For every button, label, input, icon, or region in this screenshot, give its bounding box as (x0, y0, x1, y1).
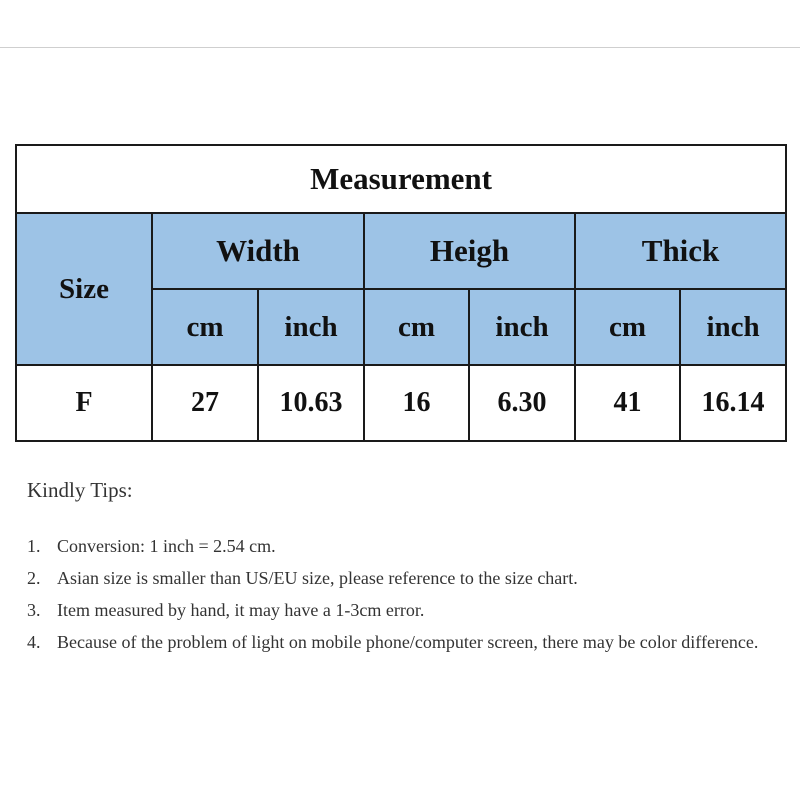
tips-list (27, 530, 787, 658)
table-title-row (16, 145, 786, 213)
tip-text: Because of the problem of light on mobile phone/computer screen, there may be color difference. (57, 632, 759, 652)
heigh-header: Heigh (364, 213, 575, 289)
width-cm-header: cm (152, 289, 258, 365)
width-header: Width (152, 213, 364, 289)
tip-number: 3. (27, 600, 41, 620)
thick-header: Thick (575, 213, 786, 289)
heigh-cm-header: cm (364, 289, 469, 365)
heigh-inch-header: inch (469, 289, 575, 365)
tip-number: 1. (27, 536, 41, 556)
tip-item (27, 562, 787, 594)
thick-cm-header: cm (575, 289, 680, 365)
thick-inch-header: inch (680, 289, 786, 365)
table-title: Measurement (16, 145, 786, 213)
heigh-cm-value: 16 (364, 365, 469, 441)
tip-item (27, 530, 787, 562)
width-inch-value: 10.63 (258, 365, 364, 441)
width-inch-header: inch (258, 289, 364, 365)
thick-inch-value: 16.14 (680, 365, 786, 441)
tip-text: Conversion: 1 inch = 2.54 cm. (57, 536, 276, 556)
table-group-header-row (16, 213, 786, 289)
tip-number: 4. (27, 632, 41, 652)
tip-item (27, 594, 787, 626)
tip-item (27, 626, 787, 658)
tip-number: 2. (27, 568, 41, 588)
tips-title: Kindly Tips: (27, 478, 133, 502)
measurement-table (15, 144, 787, 442)
top-divider (0, 47, 800, 48)
size-value: F (16, 365, 152, 441)
tip-text: Asian size is smaller than US/EU size, please reference to the size chart. (57, 568, 578, 588)
tip-text: Item measured by hand, it may have a 1-3cm error. (57, 600, 425, 620)
heigh-inch-value: 6.30 (469, 365, 575, 441)
kindly-tips-section (27, 474, 787, 658)
table-row (16, 365, 786, 441)
size-column-header: Size (16, 213, 152, 365)
width-cm-value: 27 (152, 365, 258, 441)
thick-cm-value: 41 (575, 365, 680, 441)
